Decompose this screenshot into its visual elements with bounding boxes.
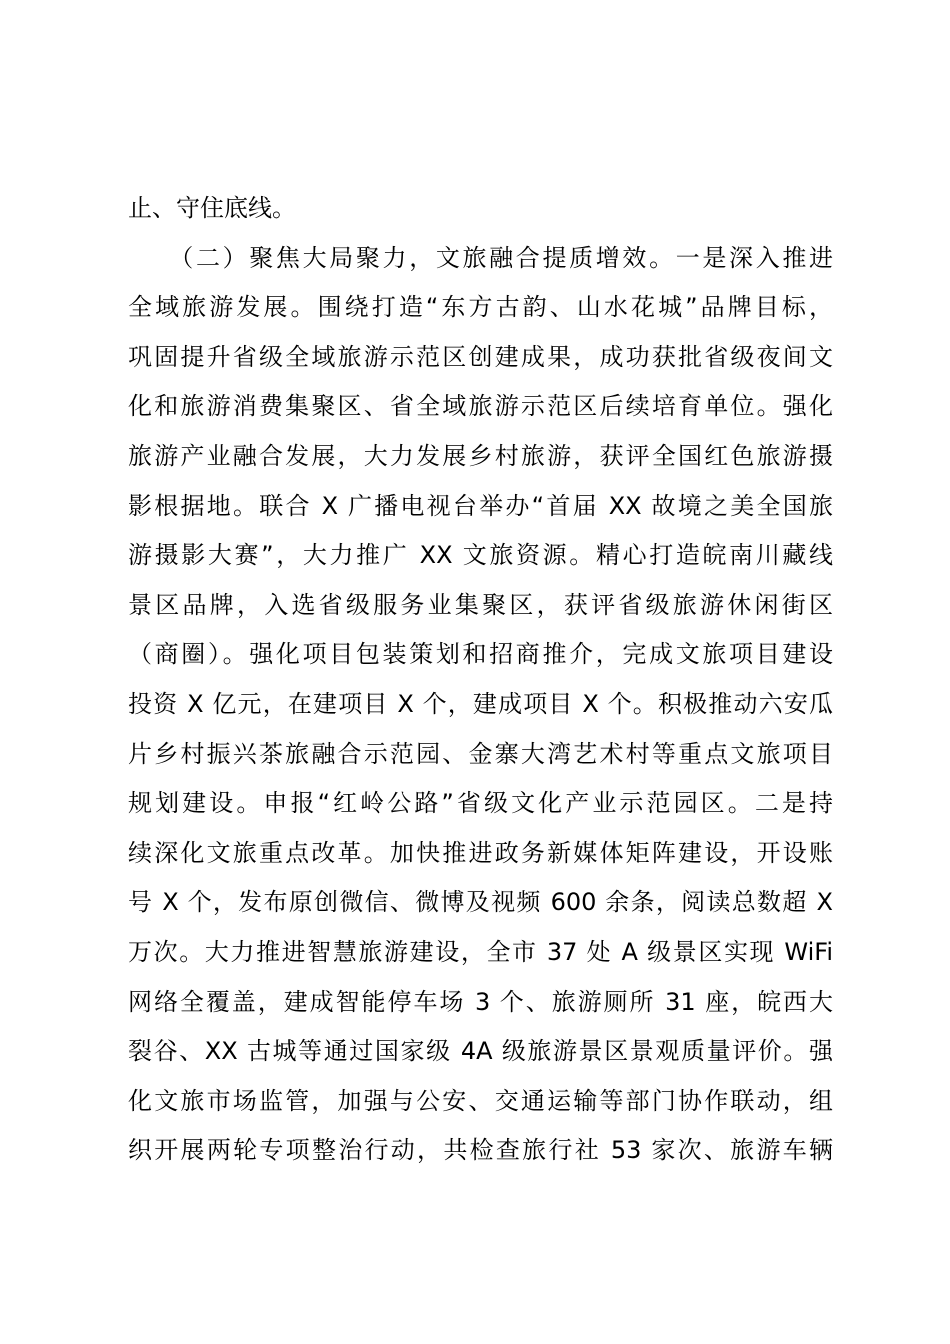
text-line: 化和旅游消费集聚区、省全域旅游示范区后续培育单位。强化 [128,392,833,421]
text-line: 游摄影大赛”，大力推广 XX 文旅资源。精心打造皖南川藏线 [128,541,833,570]
text-line: 巩固提升省级全域旅游示范区创建成果，成功获批省级夜间文 [128,342,833,371]
text-line: 投资 X 亿元，在建项目 X 个，建成项目 X 个。积极推动六安瓜 [128,689,833,718]
text-line: 织开展两轮专项整治行动，共检查旅行社 53 家次、旅游车辆 [128,1136,833,1165]
text-line: 裂谷、XX 古城等通过国家级 4A 级旅游景区景观质量评价。强 [128,1037,833,1066]
text-line: 续深化文旅重点改革。加快推进政务新媒体矩阵建设，开设账 [128,838,833,867]
text-line: 景区品牌，入选省级服务业集聚区，获评省级旅游休闲街区 [128,590,833,619]
text-line: 规划建设。申报“红岭公路”省级文化产业示范园区。二是持 [128,789,833,818]
text-line: 号 X 个，发布原创微信、微博及视频 600 余条，阅读总数超 X [128,888,833,917]
text-line: 旅游产业融合发展，大力发展乡村旅游，获评全国红色旅游摄 [128,441,833,470]
text-line: 片乡村振兴茶旅融合示范园、金寨大湾艺术村等重点文旅项目 [128,739,833,768]
text-line: 网络全覆盖，建成智能停车场 3 个、旅游厕所 31 座，皖西大 [128,987,833,1016]
text-line: 全域旅游发展。围绕打造“东方古韵、山水花城”品牌目标， [128,293,833,322]
text-line: 化文旅市场监管，加强与公安、交通运输等部门协作联动，组 [128,1086,833,1115]
text-line: 止、守住底线。 [128,194,296,222]
body-text [128,184,833,1176]
text-line: （商圈）。强化项目包装策划和招商推介，完成文旅项目建设 [128,640,833,669]
text-line: 万次。大力推进智慧旅游建设，全市 37 处 A 级景区实现 WiFi [128,937,833,966]
text-line: 影根据地。联合 X 广播电视台举办“首届 XX 故境之美全国旅 [128,491,833,520]
text-line: （二）聚焦大局聚力，文旅融合提质增效。一是深入推进 [128,243,833,272]
